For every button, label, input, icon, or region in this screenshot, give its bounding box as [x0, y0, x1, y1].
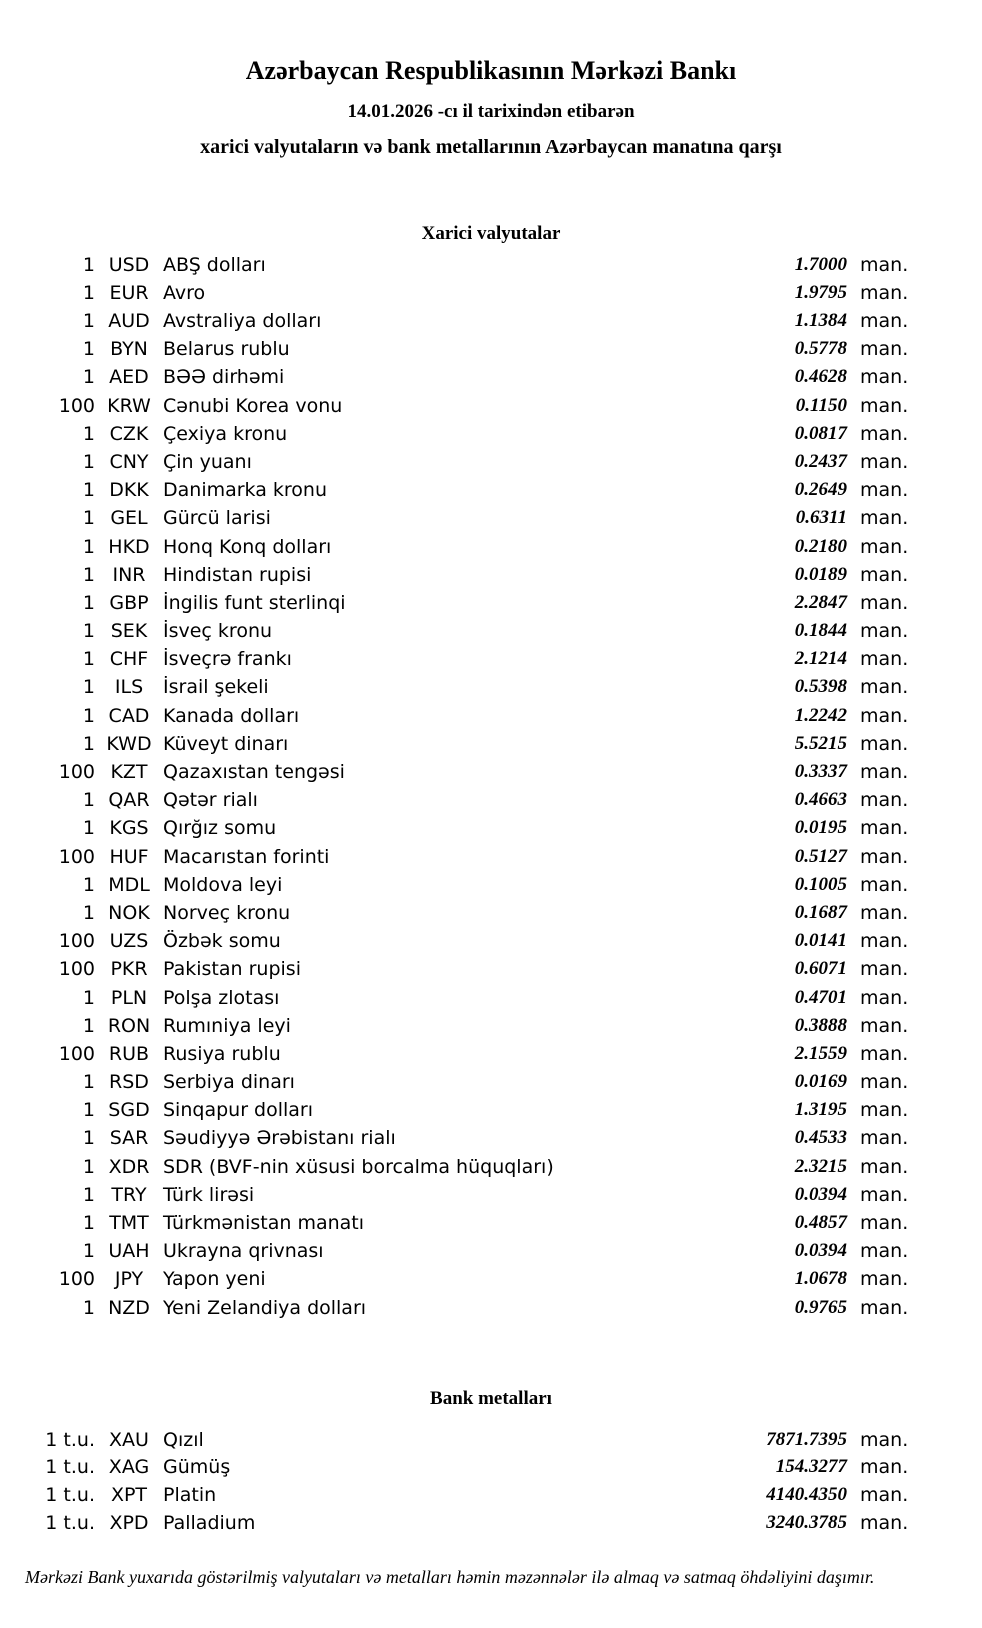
currency-name: Polşa zlotası: [163, 986, 280, 1009]
rate-value: 0.0394: [794, 1240, 847, 1262]
currency-name: Danimarka kronu: [163, 479, 328, 502]
metal-row: [0, 1454, 982, 1482]
metal-code: XPD: [109, 1511, 149, 1534]
currency-row: [0, 279, 982, 307]
quantity-cell: 1: [82, 338, 95, 361]
currency-name: Çexiya kronu: [163, 422, 288, 445]
unit-label: man.: [860, 986, 909, 1009]
currency-code: KWD: [106, 732, 152, 755]
unit-label: man.: [860, 1212, 909, 1235]
currency-code: CNY: [109, 450, 149, 473]
unit-label: man.: [860, 704, 909, 727]
currency-code: AUD: [108, 310, 150, 333]
rate-value: 0.0195: [794, 817, 847, 839]
currency-name: Belarus rublu: [163, 338, 290, 361]
unit-label: man.: [860, 676, 909, 699]
currency-name: İsveç kronu: [163, 620, 273, 643]
quantity-cell: 1: [82, 310, 95, 333]
currency-code: SGD: [108, 1099, 150, 1122]
quantity-cell: 100: [58, 761, 95, 784]
metals-section-title: Bank metalları: [430, 1388, 552, 1410]
rate-value: 0.0169: [794, 1071, 847, 1093]
rate-value: 0.1687: [794, 901, 847, 923]
rate-value: 0.4628: [794, 366, 847, 388]
currency-row: [0, 787, 982, 815]
metal-code: XAU: [109, 1428, 149, 1451]
quantity-cell: 1: [82, 1127, 95, 1150]
currency-name: İsveçrə frankı: [163, 648, 292, 671]
quantity-cell: 1: [82, 873, 95, 896]
currency-row: [0, 1153, 982, 1181]
quantity-cell: 1 t.u.: [45, 1511, 95, 1534]
currency-row: [0, 956, 982, 984]
quantity-cell: 100: [58, 845, 95, 868]
rate-value: 0.1005: [794, 873, 847, 895]
quantity-cell: 1: [82, 986, 95, 1009]
effective-date: 14.01.2026 -cı il tarixindən etibarən: [347, 101, 635, 122]
quantity-cell: 1 t.u.: [45, 1484, 95, 1507]
currency-code: QAR: [108, 789, 150, 812]
rate-value: 0.0141: [794, 930, 847, 952]
currency-code: GEL: [110, 507, 148, 530]
quantity-cell: 1: [82, 648, 95, 671]
quantity-cell: 1: [82, 620, 95, 643]
currency-row: [0, 1097, 982, 1125]
currency-name: Gürcü larisi: [163, 507, 271, 530]
currency-name: İsrail şekeli: [163, 676, 269, 699]
currency-code: NZD: [108, 1296, 150, 1319]
quantity-cell: 1: [82, 676, 95, 699]
page-title: Azərbaycan Respublikasının Mərkəzi Bankı: [245, 56, 737, 85]
metal-name: Qızıl: [163, 1428, 204, 1451]
currency-code: XDR: [108, 1155, 150, 1178]
currency-name: Norveç kronu: [163, 901, 291, 924]
currency-row: [0, 871, 982, 899]
currency-name: Rusiya rublu: [163, 1042, 281, 1065]
quantity-cell: 1: [82, 479, 95, 502]
currency-name: SDR (BVF-nin xüsusi borcalma hüquqları): [163, 1155, 554, 1178]
rate-value: 0.1844: [794, 620, 847, 642]
unit-label: man.: [860, 563, 909, 586]
currency-row: [0, 758, 982, 786]
unit-label: man.: [860, 930, 909, 953]
rate-value: 2.2847: [794, 591, 847, 613]
currency-code: TMT: [109, 1212, 149, 1235]
currency-name: Cənubi Korea vonu: [163, 394, 343, 417]
unit-label: man.: [860, 1014, 909, 1037]
currency-code: KGS: [109, 817, 149, 840]
rate-value: 0.6071: [794, 958, 847, 980]
currency-code: NOK: [108, 901, 150, 924]
currency-code: INR: [112, 563, 146, 586]
rate-value: 0.0394: [794, 1183, 847, 1205]
rate-value: 5.5215: [794, 732, 847, 754]
currency-name: Yeni Zelandiya dolları: [163, 1296, 367, 1319]
rate-value: 1.1384: [794, 310, 847, 332]
currency-row: [0, 392, 982, 420]
unit-label: man.: [860, 591, 909, 614]
currency-row: [0, 702, 982, 730]
unit-label: man.: [860, 366, 909, 389]
rate-value: 0.3888: [794, 1014, 847, 1036]
currency-row: [0, 336, 982, 364]
unit-label: man.: [860, 1071, 909, 1094]
unit-label: man.: [860, 1511, 909, 1534]
currency-name: Avstraliya dolları: [163, 310, 322, 333]
currency-name: Hindistan rupisi: [163, 563, 312, 586]
rate-value: 0.1150: [795, 394, 847, 416]
currency-row: [0, 477, 982, 505]
rate-value: 0.3337: [794, 761, 847, 783]
currency-code: ILS: [114, 676, 144, 699]
unit-label: man.: [860, 450, 909, 473]
currency-row: [0, 1125, 982, 1153]
currency-name: Qətər rialı: [163, 789, 258, 812]
unit-label: man.: [860, 253, 909, 276]
rate-value: 0.5127: [794, 845, 847, 867]
rate-value: 0.2180: [794, 535, 847, 557]
currency-code: HKD: [108, 535, 150, 558]
unit-label: man.: [860, 1127, 909, 1150]
currency-row: [0, 1238, 982, 1266]
currency-code: DKK: [109, 479, 149, 502]
quantity-cell: 1: [82, 1155, 95, 1178]
rate-value: 0.2437: [794, 450, 847, 472]
currency-row: [0, 843, 982, 871]
currency-name: İngilis funt sterlinqi: [163, 591, 346, 614]
currency-code: RUB: [108, 1042, 150, 1065]
unit-label: man.: [860, 394, 909, 417]
currency-row: [0, 928, 982, 956]
unit-label: man.: [860, 507, 909, 530]
quantity-cell: 1: [82, 450, 95, 473]
currency-code: RSD: [109, 1071, 149, 1094]
currency-code: UZS: [109, 930, 149, 953]
currency-row: [0, 448, 982, 476]
currency-row: [0, 505, 982, 533]
currency-code: AED: [109, 366, 149, 389]
rate-value: 3240.3785: [766, 1511, 847, 1533]
unit-label: man.: [860, 310, 909, 333]
rate-value: 2.1214: [794, 648, 847, 670]
currency-row: [0, 1012, 982, 1040]
currency-code: MDL: [108, 873, 150, 896]
quantity-cell: 1: [82, 1183, 95, 1206]
metals-table: [0, 1426, 982, 1537]
currency-row: [0, 899, 982, 927]
quantity-cell: 1: [82, 1014, 95, 1037]
metal-code: XAG: [108, 1456, 150, 1479]
unit-label: man.: [860, 901, 909, 924]
subtitle: xarici valyutaların və bank metallarının Azərbaycan manatına qarşı: [200, 136, 782, 158]
unit-label: man.: [860, 1183, 909, 1206]
currency-row: [0, 589, 982, 617]
unit-label: man.: [860, 1240, 909, 1263]
quantity-cell: 1: [82, 591, 95, 614]
currency-name: Rumıniya leyi: [163, 1014, 291, 1037]
rate-value: 0.4663: [794, 789, 847, 811]
currency-row: [0, 617, 982, 645]
quantity-cell: 1: [82, 563, 95, 586]
currency-name: Pakistan rupisi: [163, 958, 301, 981]
currency-code: PKR: [110, 958, 148, 981]
quantity-cell: 1: [82, 1212, 95, 1235]
currency-name: Qazaxıstan tengəsi: [163, 761, 345, 784]
quantity-cell: 100: [58, 1268, 95, 1291]
unit-label: man.: [860, 479, 909, 502]
currency-code: RON: [107, 1014, 151, 1037]
currency-row: [0, 815, 982, 843]
unit-label: man.: [860, 1428, 909, 1451]
quantity-cell: 1: [82, 901, 95, 924]
currency-code: CZK: [109, 422, 149, 445]
quantity-cell: 1: [82, 817, 95, 840]
currency-code: USD: [108, 253, 150, 276]
rate-value: 0.0189: [794, 563, 847, 585]
rate-value: 0.4701: [794, 986, 847, 1008]
unit-label: man.: [860, 1456, 909, 1479]
quantity-cell: 100: [58, 958, 95, 981]
rate-value: 1.3195: [794, 1099, 847, 1121]
rate-value: 1.9795: [794, 281, 847, 303]
unit-label: man.: [860, 873, 909, 896]
currency-name: Kanada dolları: [163, 704, 300, 727]
unit-label: man.: [860, 338, 909, 361]
quantity-cell: 1 t.u.: [45, 1428, 95, 1451]
metal-code: XPT: [110, 1484, 148, 1507]
metal-name: Platin: [163, 1484, 217, 1507]
currency-name: Yapon yeni: [163, 1268, 266, 1291]
rate-value: 4140.4350: [766, 1484, 847, 1506]
quantity-cell: 100: [58, 394, 95, 417]
currency-name: Çin yuanı: [163, 450, 252, 473]
currency-row: [0, 984, 982, 1012]
metal-row: [0, 1482, 982, 1510]
unit-label: man.: [860, 761, 909, 784]
currency-name: Avro: [163, 281, 206, 304]
currency-row: [0, 533, 982, 561]
metal-row: [0, 1510, 982, 1538]
currency-row: [0, 420, 982, 448]
quantity-cell: 1: [82, 704, 95, 727]
quantity-cell: 100: [58, 1042, 95, 1065]
currencies-section-title: Xarici valyutalar: [421, 223, 561, 244]
rate-value: 0.4857: [794, 1212, 847, 1234]
rate-value: 0.4533: [794, 1127, 847, 1149]
quantity-cell: 1: [82, 1240, 95, 1263]
currency-row: [0, 1266, 982, 1294]
unit-label: man.: [860, 1042, 909, 1065]
rate-value: 1.0678: [794, 1268, 847, 1290]
unit-label: man.: [860, 789, 909, 812]
quantity-cell: 1: [82, 789, 95, 812]
quantity-cell: 1: [82, 366, 95, 389]
rate-value: 0.5778: [794, 338, 847, 360]
currency-name: Qırğız somu: [163, 817, 277, 840]
currency-code: TRY: [111, 1183, 147, 1206]
rate-value: 2.3215: [794, 1155, 847, 1177]
metal-row: [0, 1426, 982, 1454]
rate-value: 0.6311: [795, 507, 847, 529]
quantity-cell: 1: [82, 507, 95, 530]
currency-row: [0, 251, 982, 279]
unit-label: man.: [860, 535, 909, 558]
currency-code: HUF: [109, 845, 149, 868]
currency-code: CAD: [108, 704, 150, 727]
currency-name: ABŞ dolları: [163, 253, 266, 276]
currency-row: [0, 646, 982, 674]
metal-name: Palladium: [163, 1511, 256, 1534]
currency-name: Küveyt dinarı: [163, 732, 289, 755]
currency-code: SAR: [109, 1127, 149, 1150]
quantity-cell: 1 t.u.: [45, 1456, 95, 1479]
currency-code: EUR: [109, 281, 149, 304]
quantity-cell: 1: [82, 422, 95, 445]
unit-label: man.: [860, 1155, 909, 1178]
unit-label: man.: [860, 422, 909, 445]
currency-row: [0, 1209, 982, 1237]
rate-value: 0.9765: [794, 1296, 847, 1318]
currency-row: [0, 730, 982, 758]
unit-label: man.: [860, 281, 909, 304]
unit-label: man.: [860, 817, 909, 840]
quantity-cell: 1: [82, 253, 95, 276]
currency-name: Sinqapur dolları: [163, 1099, 314, 1122]
quantity-cell: 1: [82, 1071, 95, 1094]
quantity-cell: 1: [82, 1099, 95, 1122]
unit-label: man.: [860, 958, 909, 981]
currency-name: Türk lirəsi: [163, 1183, 255, 1206]
currency-row: [0, 307, 982, 335]
currency-code: SEK: [110, 620, 148, 643]
currency-code: GBP: [109, 591, 149, 614]
currency-row: [0, 561, 982, 589]
currency-code: KZT: [110, 761, 148, 784]
rate-value: 1.7000: [794, 253, 847, 275]
unit-label: man.: [860, 620, 909, 643]
currency-name: Özbək somu: [163, 930, 281, 953]
metal-name: Gümüş: [163, 1456, 231, 1479]
currency-code: CHF: [109, 648, 149, 671]
quantity-cell: 1: [82, 732, 95, 755]
quantity-cell: 1: [82, 535, 95, 558]
quantity-cell: 1: [82, 1296, 95, 1319]
currency-code: PLN: [110, 986, 148, 1009]
currency-row: [0, 1040, 982, 1068]
currency-row: [0, 1068, 982, 1096]
unit-label: man.: [860, 1268, 909, 1291]
rate-value: 2.1559: [794, 1042, 847, 1064]
currency-name: Macarıstan forinti: [163, 845, 330, 868]
unit-label: man.: [860, 648, 909, 671]
unit-label: man.: [860, 1099, 909, 1122]
rate-value: 154.3277: [775, 1456, 847, 1478]
rate-value: 0.5398: [794, 676, 847, 698]
currency-name: Səudiyyə Ərəbistanı rialı: [163, 1127, 396, 1150]
quantity-cell: 1: [82, 281, 95, 304]
currency-row: [0, 1294, 982, 1322]
unit-label: man.: [860, 1484, 909, 1507]
currency-name: Ukrayna qrivnası: [163, 1240, 324, 1263]
currency-name: Serbiya dinarı: [163, 1071, 295, 1094]
rate-value: 7871.7395: [766, 1428, 847, 1450]
unit-label: man.: [860, 732, 909, 755]
currency-code: UAH: [108, 1240, 150, 1263]
currency-name: BƏƏ dirhəmi: [163, 366, 285, 389]
quantity-cell: 100: [58, 930, 95, 953]
rate-value: 1.2242: [794, 704, 847, 726]
currency-code: BYN: [110, 338, 148, 361]
unit-label: man.: [860, 1296, 909, 1319]
rate-value: 0.2649: [794, 479, 847, 501]
unit-label: man.: [860, 845, 909, 868]
currency-name: Türkmənistan manatı: [163, 1212, 365, 1235]
disclaimer-text: Mərkəzi Bank yuxarıda göstərilmiş valyutaları və metalları həmin məzənnələr ilə almaq və satmaq öhdəliyini daşımır.: [25, 1567, 875, 1588]
currency-row: [0, 364, 982, 392]
currency-name: Honq Konq dolları: [163, 535, 332, 558]
currency-table: [0, 251, 982, 1322]
currency-code: JPY: [114, 1268, 144, 1291]
currency-row: [0, 674, 982, 702]
currency-row: [0, 1181, 982, 1209]
currency-name: Moldova leyi: [163, 873, 283, 896]
rate-value: 0.0817: [794, 422, 847, 444]
currency-code: KRW: [107, 394, 151, 417]
